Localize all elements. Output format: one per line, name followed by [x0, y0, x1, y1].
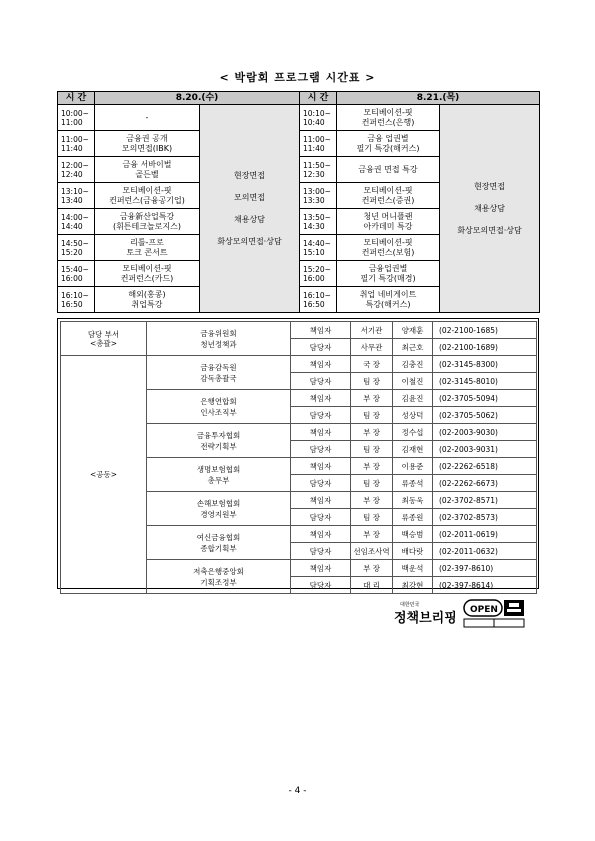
contact-phone: (02-397-8610): [433, 560, 537, 577]
day1-program: 금융新산업특강 (휘튼테크놀로지스): [95, 209, 200, 235]
logo-small-text: 대한민국: [400, 602, 420, 608]
contact-phone: (02-3145-8010): [433, 373, 537, 390]
day2-program: 모티베이션-핏 컨퍼런스(은행): [337, 105, 440, 131]
contact-rank: 팀 장: [351, 441, 393, 458]
day2-time: 15:20~ 16:00: [300, 261, 337, 287]
org-name: 생명보험협회 총무부: [147, 458, 291, 492]
day1-time: 14:50~ 15:20: [58, 235, 95, 261]
day1-program: 모티베이션-핏 컨퍼런스(카드): [95, 261, 200, 287]
day1-program: 금융 서바이벌 골든벨: [95, 157, 200, 183]
group-label-main: 담당 부서 <총괄>: [61, 322, 147, 356]
contact-rank: 부 장: [351, 424, 393, 441]
contact-phone: (02-2100-1689): [433, 339, 537, 356]
contact-person: 김재현: [393, 441, 433, 458]
day2-program: 모티베이션-핏 컨퍼런스(증권): [337, 183, 440, 209]
contact-person: 백운석: [393, 560, 433, 577]
contact-rank: 팀 장: [351, 407, 393, 424]
contact-phone: (02-2003-9031): [433, 441, 537, 458]
contact-role: 담당자: [291, 373, 351, 390]
org-name: 손해보험협회 경영지원부: [147, 492, 291, 526]
day2-program: 금융업권별 필기 특강(매경): [337, 261, 440, 287]
contact-person: 이용준: [393, 458, 433, 475]
contact-person: 이철진: [393, 373, 433, 390]
contact-rank: 부 장: [351, 492, 393, 509]
contact-role: 담당자: [291, 441, 351, 458]
contact-role: 담당자: [291, 577, 351, 594]
contact-person: 양재훈: [393, 322, 433, 339]
day2-time: 11:50~ 12:30: [300, 157, 337, 183]
contact-person: 백승범: [393, 526, 433, 543]
logo-main-text: 정책브리핑: [394, 611, 457, 626]
day2-time: 13:50~ 14:30: [300, 209, 337, 235]
contact-phone: (02-3705-5094): [433, 390, 537, 407]
contact-phone: (02-2262-6518): [433, 458, 537, 475]
contact-phone: (02-397-8614): [433, 577, 537, 594]
org-name: 금융감독원 감독총괄국: [147, 356, 291, 390]
contact-role: 책임자: [291, 526, 351, 543]
contact-person: 정수섭: [393, 424, 433, 441]
group-label-joint: <공동>: [61, 356, 147, 594]
contact-role: 책임자: [291, 458, 351, 475]
day2-time: 14:40~ 15:10: [300, 235, 337, 261]
contact-phone: (02-3705-5062): [433, 407, 537, 424]
contact-person: 최동욱: [393, 492, 433, 509]
schedule-table: [57, 91, 540, 313]
day2-program: 금융 업권별 필기 특강(해커스): [337, 131, 440, 157]
contact-rank: 부 장: [351, 560, 393, 577]
day2-time-header: 시 간: [300, 92, 337, 105]
side-service-item: 모의면접: [234, 192, 265, 202]
contact-row: [61, 322, 537, 339]
contact-rank: 대 리: [351, 577, 393, 594]
contact-rank: 선임조사역: [351, 543, 393, 560]
contact-rank: 팀 장: [351, 373, 393, 390]
contact-phone: (02-3702-8573): [433, 509, 537, 526]
contact-role: 책임자: [291, 424, 351, 441]
contact-rank: 서기관: [351, 322, 393, 339]
org-name: 여신금융협회 종합기획부: [147, 526, 291, 560]
contact-role: 책임자: [291, 390, 351, 407]
contact-person: 김윤진: [393, 390, 433, 407]
day1-program: 해외(홍콩) 취업특강: [95, 287, 200, 313]
day2-time: 10:10~ 10:40: [300, 105, 337, 131]
day1-time: 13:10~ 13:40: [58, 183, 95, 209]
policy-briefing-logo: [392, 597, 532, 633]
day1-time-header: 시 간: [58, 92, 95, 105]
day1-program: -: [95, 105, 200, 131]
schedule-row: [58, 105, 540, 131]
contact-role: 책임자: [291, 560, 351, 577]
contact-rank: 부 장: [351, 526, 393, 543]
day1-side-services: [200, 105, 300, 313]
contact-role: 책임자: [291, 322, 351, 339]
contact-person: 류종석: [393, 475, 433, 492]
contact-role: 담당자: [291, 339, 351, 356]
day2-time: 11:00~ 11:40: [300, 131, 337, 157]
contact-rank: 국 장: [351, 356, 393, 373]
day1-program: 리틀-프로 토크 콘서트: [95, 235, 200, 261]
contact-person: 최근호: [393, 339, 433, 356]
day1-program: 금융권 공개 모의면접(IBK): [95, 131, 200, 157]
contact-phone: (02-2011-0632): [433, 543, 537, 560]
day1-time: 12:00~ 12:40: [58, 157, 95, 183]
day2-time: 13:00~ 13:30: [300, 183, 337, 209]
side-service-item: 화상모의면접·상담: [457, 225, 522, 235]
day1-time: 15:40~ 16:00: [58, 261, 95, 287]
org-name: 은행연합회 인사조직부: [147, 390, 291, 424]
contact-phone: (02-2100-1685): [433, 322, 537, 339]
contact-rank: 부 장: [351, 458, 393, 475]
contact-person: 류종원: [393, 509, 433, 526]
contact-rank: 팀 장: [351, 475, 393, 492]
logo-open-text: OPEN: [470, 605, 498, 615]
contacts-table: [60, 321, 537, 594]
day2-time: 16:10~ 16:50: [300, 287, 337, 313]
contact-phone: (02-2011-0619): [433, 526, 537, 543]
day2-program: 모티베이션-핏 컨퍼런스(보험): [337, 235, 440, 261]
org-name: 금융투자협회 전략기획부: [147, 424, 291, 458]
side-service-item: 채용상담: [474, 203, 505, 213]
page-number: - 4 -: [288, 786, 307, 796]
page-title: < 박람회 프로그램 시간표 >: [219, 71, 376, 84]
contact-role: 담당자: [291, 407, 351, 424]
side-service-item: 화상모의면접·상담: [217, 236, 282, 246]
org-name: 저축은행중앙회 기획조정부: [147, 560, 291, 594]
contact-role: 책임자: [291, 492, 351, 509]
day1-time: 10:00~ 11:00: [58, 105, 95, 131]
contact-role: 담당자: [291, 475, 351, 492]
day2-program: 청년 머니플랜 아카데미 특강: [337, 209, 440, 235]
day1-program: 모티베이션-핏 컨퍼런스(금융공기업): [95, 183, 200, 209]
contact-phone: (02-3702-8571): [433, 492, 537, 509]
side-service-item: 현장면접: [474, 181, 505, 191]
org-name: 금융위원회 청년정책과: [147, 322, 291, 356]
contact-person: 성상덕: [393, 407, 433, 424]
side-service-item: 현장면접: [234, 170, 265, 180]
contact-role: 책임자: [291, 356, 351, 373]
side-service-item: 채용상담: [234, 214, 265, 224]
day1-time: 14:00~ 14:40: [58, 209, 95, 235]
day2-program: 취업 네비게이트 특강(해커스): [337, 287, 440, 313]
day1-time: 16:10~ 16:50: [58, 287, 95, 313]
contact-person: 최강현: [393, 577, 433, 594]
contact-rank: 사무관: [351, 339, 393, 356]
day1-date-header: 8.20.(수): [95, 92, 300, 105]
day2-date-header: 8.21.(목): [337, 92, 540, 105]
contact-role: 담당자: [291, 543, 351, 560]
contact-phone: (02-3145-8300): [433, 356, 537, 373]
day1-time: 11:00~ 11:40: [58, 131, 95, 157]
contact-role: 담당자: [291, 509, 351, 526]
contact-person: 김충진: [393, 356, 433, 373]
day2-side-services: [440, 105, 540, 313]
day2-program: 금융권 면접 특강: [337, 157, 440, 183]
contact-row: [61, 356, 537, 373]
contact-phone: (02-2262-6673): [433, 475, 537, 492]
contact-rank: 부 장: [351, 390, 393, 407]
contact-rank: 팀 장: [351, 509, 393, 526]
contact-phone: (02-2003-9030): [433, 424, 537, 441]
contact-person: 배다랏: [393, 543, 433, 560]
